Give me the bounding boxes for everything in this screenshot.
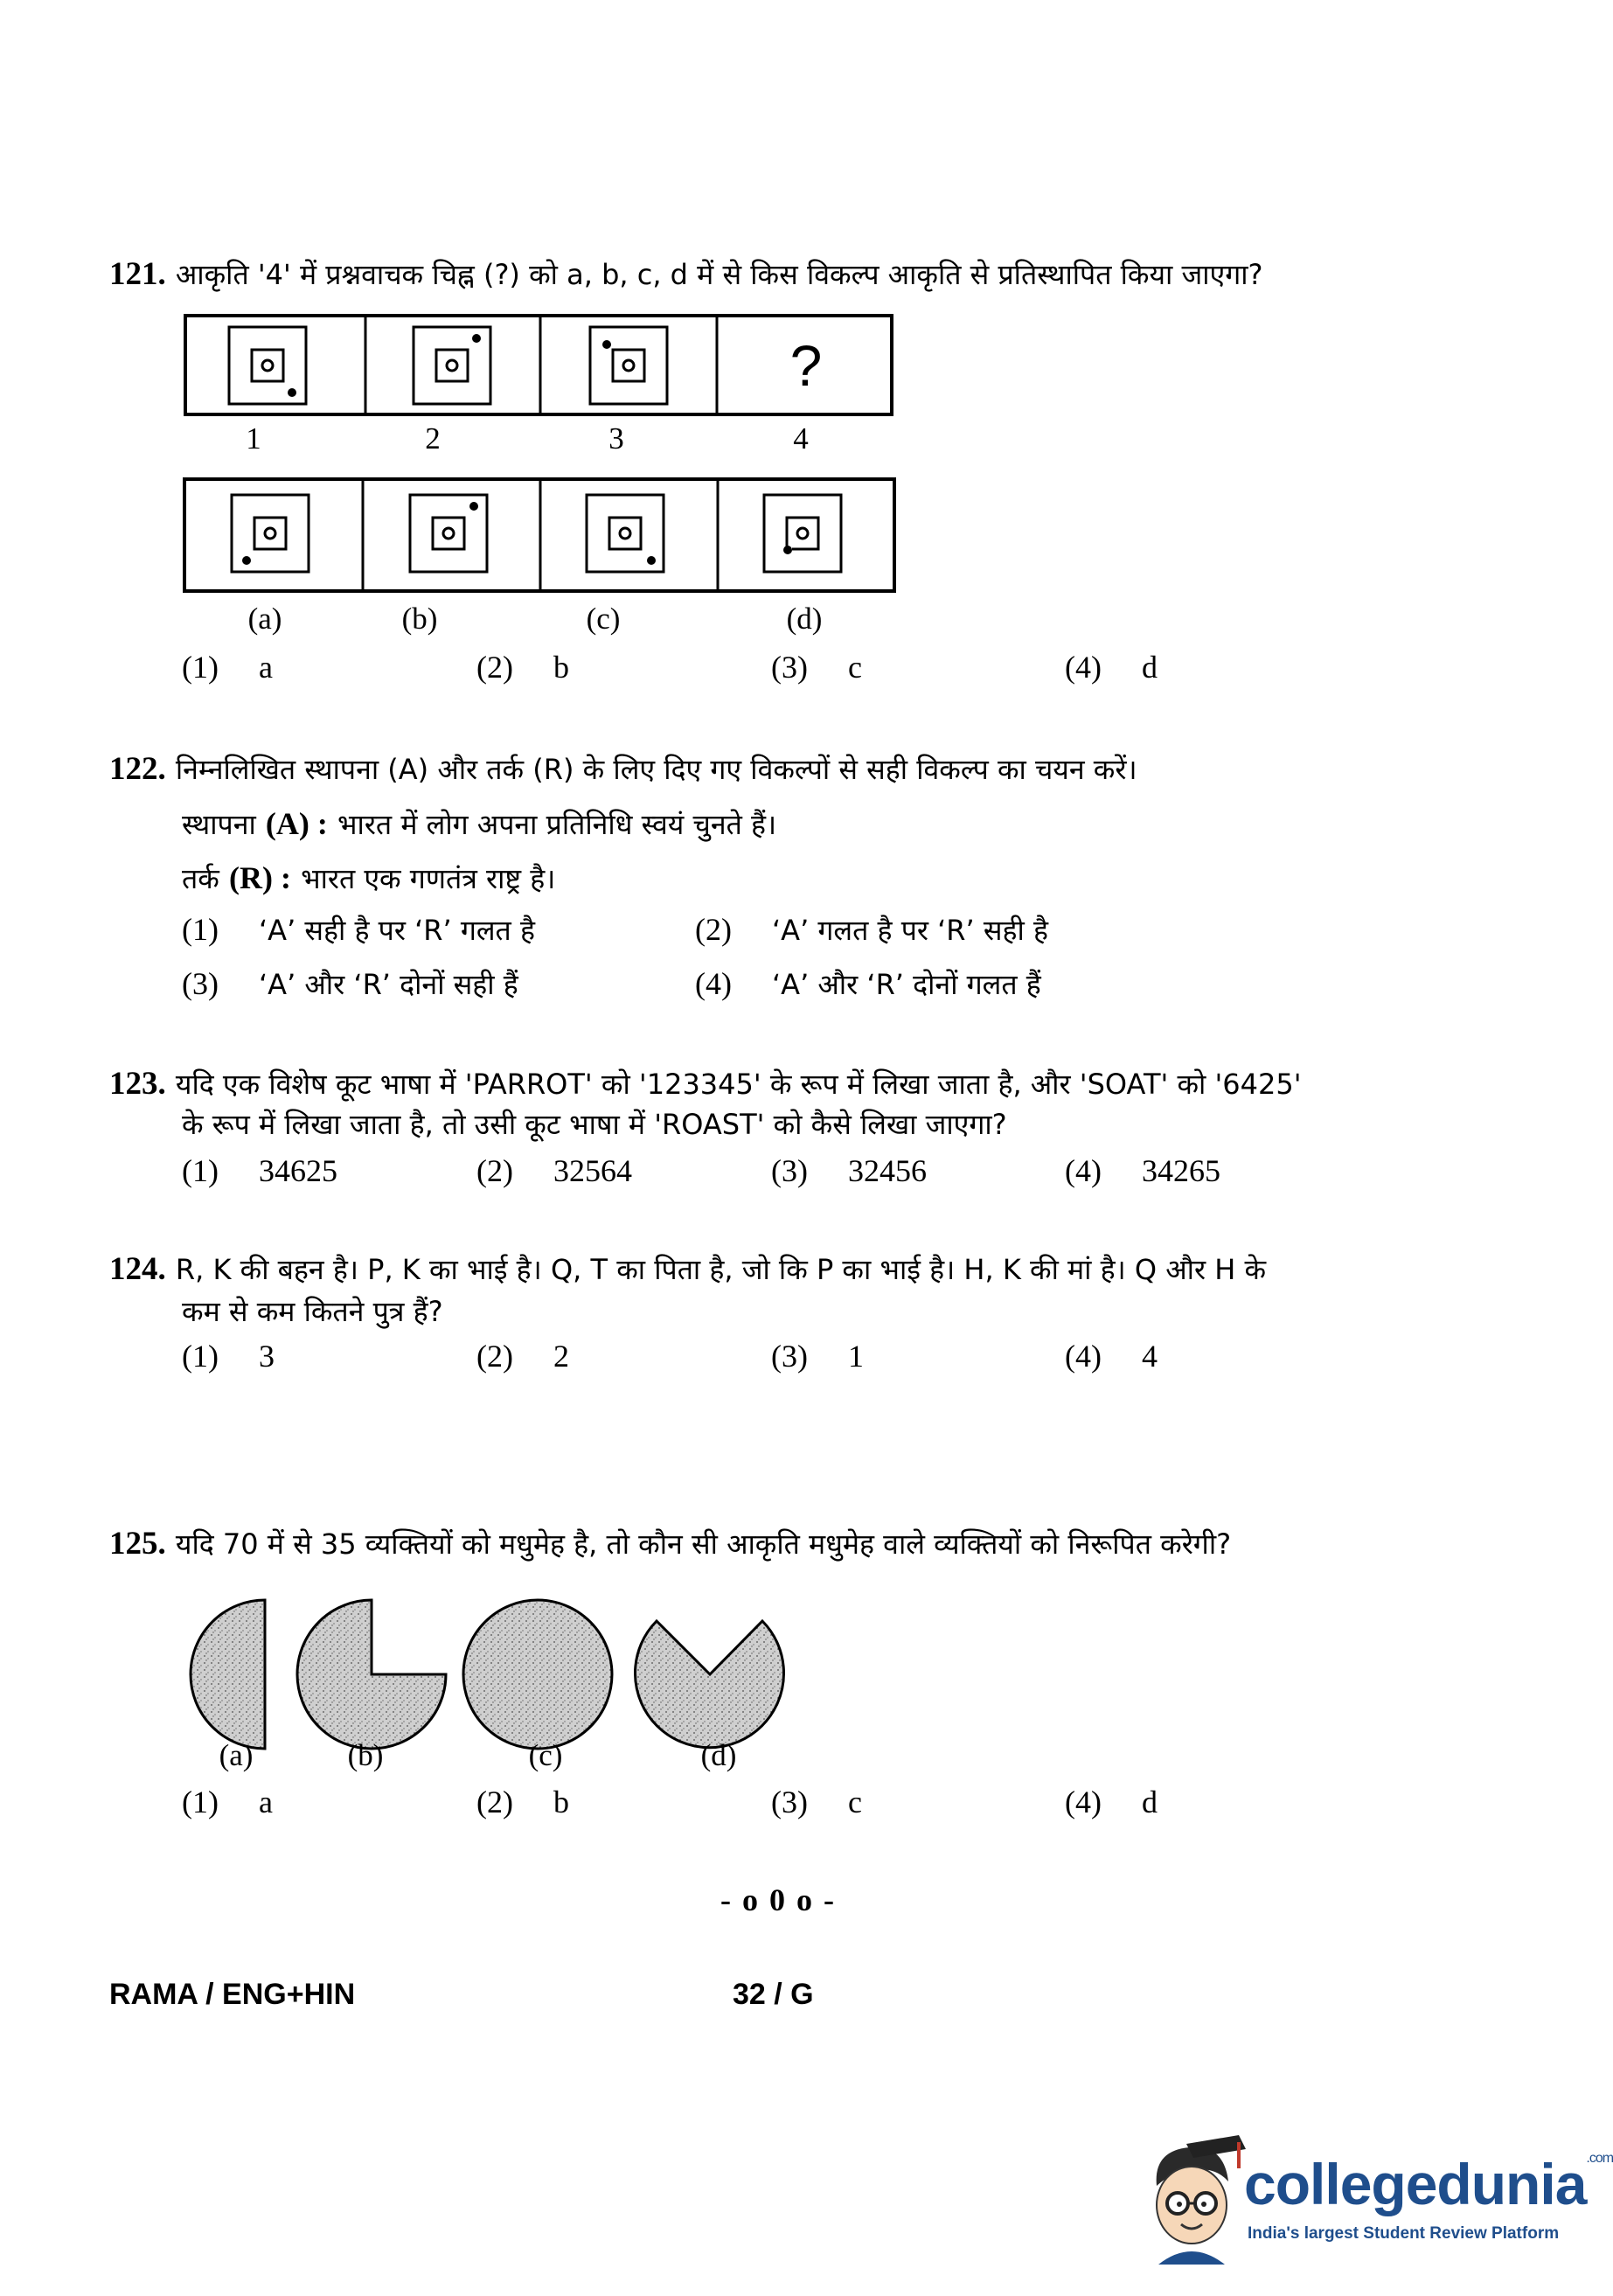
problem-figures (184, 311, 896, 421)
end-mark: - o 0 o - (720, 1882, 836, 1917)
answer-figure-d (764, 495, 841, 572)
q121-option-2[interactable]: (2) b (476, 650, 569, 685)
problem-label-1: 1 (246, 421, 261, 456)
question-121 (109, 254, 1438, 296)
question-number: 123. (109, 1066, 166, 1102)
question-text: निम्नलिखित स्थापना (A) और तर्क (R) के लिए दिए गए विकल्पों से सही विकल्प का चयन करें। (175, 753, 1137, 786)
brand-tagline: India's largest Student Review Platform (1248, 2224, 1560, 2243)
pie-label-b: (b) (347, 1738, 384, 1772)
half-circle-figure-a (191, 1600, 265, 1749)
question-122 (109, 748, 1438, 790)
q121-option-3[interactable]: (3) c (771, 650, 862, 685)
question-124 (109, 1249, 1473, 1291)
q124-option-3[interactable]: (3) 1 (771, 1339, 864, 1374)
question-text: यदि 70 में से 35 व्यक्तियों को मधुमेह है, तो कौन सी आकृति मधुमेह वाले व्यक्तियों को निरूपित करेगी? (175, 1527, 1232, 1561)
reason-tag: (R) : (228, 860, 291, 895)
problem-label-3: 3 (608, 421, 624, 456)
q125-option-2[interactable]: (2) b (476, 1785, 569, 1819)
q121-option-1[interactable]: (1) a (182, 650, 273, 685)
q123-option-1[interactable]: (1) 34625 (182, 1153, 337, 1188)
full-circle-figure-c (463, 1600, 612, 1749)
question-number: 124. (109, 1251, 166, 1287)
mascot-icon (1141, 2133, 1250, 2265)
problem-figure-3 (590, 327, 667, 404)
assertion-text: भारत में लोग अपना प्रतिनिधि स्वयं चुनते हैं। (337, 808, 777, 841)
q124-option-1[interactable]: (1) 3 (182, 1339, 275, 1374)
q123-option-4[interactable]: (4) 34265 (1065, 1153, 1220, 1188)
brand-logo[interactable] (1141, 2133, 1613, 2273)
answer-figures (182, 476, 899, 595)
assertion-label: स्थापना (182, 808, 256, 841)
problem-figure-2 (414, 327, 490, 404)
q124-option-2[interactable]: (2) 2 (476, 1339, 569, 1374)
answer-label-b: (b) (401, 602, 438, 636)
q121-option-4[interactable]: (4) d (1065, 650, 1158, 685)
assertion-tag: (A) : (265, 806, 328, 841)
reason (182, 857, 555, 900)
wedge-circle-figure-d (636, 1621, 784, 1748)
question-124-line-2: कम से कम कितने पुत्र हैं? (182, 1295, 443, 1328)
question-number: 122. (109, 751, 166, 787)
pie-label-a: (a) (219, 1738, 254, 1772)
question-123-line-2: के रूप में लिखा जाता है, तो उसी कूट भाषा में 'ROAST' को कैसे लिखा जाएगा? (182, 1108, 1007, 1141)
question-mark-icon: ? (789, 333, 823, 398)
pie-figures (175, 1591, 804, 1757)
problem-label-4: 4 (793, 421, 809, 456)
question-text: आकृति '4' में प्रश्नवाचक चिह्न (?) को a, b, c, d में से किस विकल्प आकृति से प्रतिस्थापित किया जाएगा? (175, 258, 1263, 291)
question-125 (109, 1523, 1473, 1565)
pie-label-d: (d) (700, 1738, 737, 1772)
q125-option-4[interactable]: (4) d (1065, 1785, 1158, 1819)
answer-label-a: (a) (247, 602, 282, 636)
footer-code: RAMA / ENG+HIN (109, 1978, 356, 2011)
answer-figure-b (410, 495, 487, 572)
question-text-line-1: R, K की बहन है। P, K का भाई है। Q, T का पिता है, जो कि P का भाई है। H, K की मां है। Q और H के (175, 1253, 1267, 1286)
answer-figure-c (587, 495, 664, 572)
assertion (182, 803, 776, 845)
reason-text: भारत एक गणतंत्र राष्ट्र है। (301, 862, 556, 895)
q122-option-1[interactable]: (1) ‘A’ सही है पर ‘R’ गलत है (182, 912, 535, 947)
three-quarter-circle-figure-b (297, 1600, 446, 1749)
footer-page: 32 / G (733, 1978, 814, 2011)
q123-option-2[interactable]: (2) 32564 (476, 1153, 632, 1188)
q125-option-1[interactable]: (1) a (182, 1785, 273, 1819)
problem-label-2: 2 (425, 421, 441, 456)
question-number: 125. (109, 1526, 166, 1562)
reason-label: तर्क (182, 862, 219, 895)
question-text-line-1: यदि एक विशेष कूट भाषा में 'PARROT' को '123345' के रूप में लिखा जाता है, और 'SOAT' को '6425' (175, 1068, 1302, 1101)
q122-option-2[interactable]: (2) ‘A’ गलत है पर ‘R’ सही है (695, 912, 1048, 947)
answer-label-c: (c) (586, 602, 621, 636)
q124-option-4[interactable]: (4) 4 (1065, 1339, 1158, 1374)
q123-option-3[interactable]: (3) 32456 (771, 1153, 927, 1188)
q122-option-4[interactable]: (4) ‘A’ और ‘R’ दोनों गलत हैं (695, 966, 1041, 1001)
brand-name: collegedunia$^{.com}$ (1244, 2151, 1613, 2216)
question-number: 121. (109, 256, 166, 292)
problem-figure-1 (229, 327, 306, 404)
q122-option-3[interactable]: (3) ‘A’ और ‘R’ दोनों सही हैं (182, 966, 518, 1001)
answer-figure-a (232, 495, 309, 572)
answer-label-d: (d) (786, 602, 823, 636)
q125-option-3[interactable]: (3) c (771, 1785, 862, 1819)
question-123 (109, 1063, 1473, 1105)
pie-label-c: (c) (528, 1738, 563, 1772)
